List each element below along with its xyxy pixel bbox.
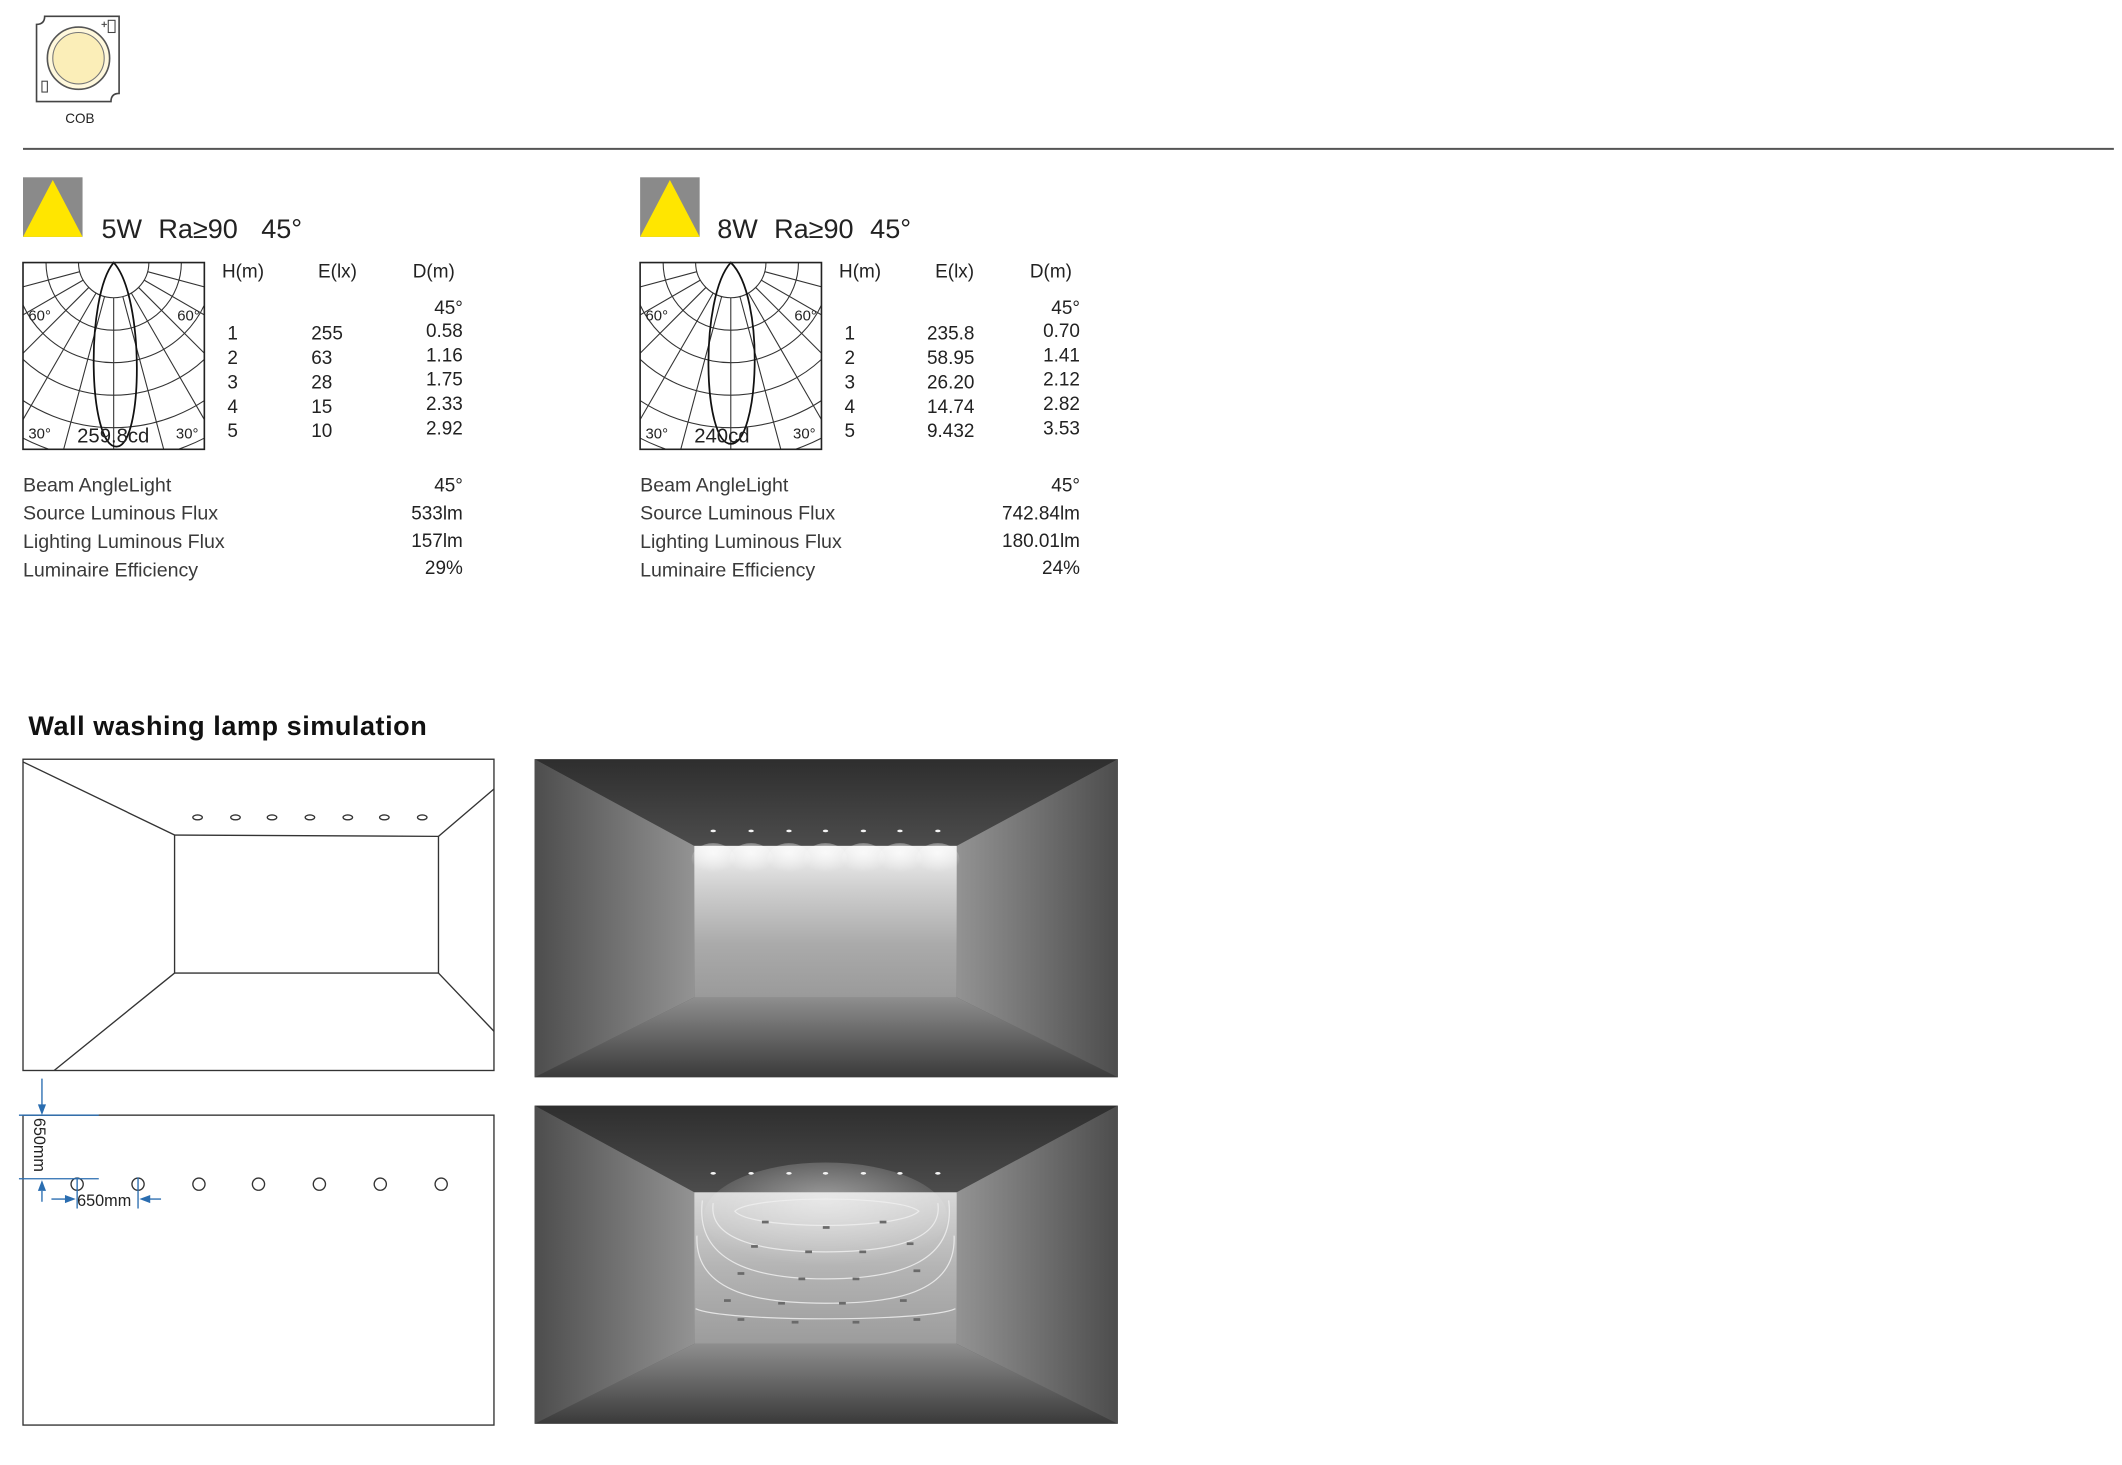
summary-value: 157lm: [411, 530, 463, 552]
downlight-outline: [193, 815, 202, 820]
back-wall-top-edge: [175, 835, 439, 836]
angle-label-upper-right: 60°: [794, 308, 817, 325]
table-cell-diameter: 3.53: [1043, 418, 1080, 440]
isolux-render: [535, 1106, 1118, 1424]
downlight-dot: [786, 1172, 791, 1175]
summary-value: 45°: [1051, 475, 1080, 497]
fixture-layout-plan: [19, 1079, 494, 1425]
plan-frame: [23, 1115, 494, 1425]
summary-value: 45°: [434, 475, 463, 497]
chip-label: COB: [65, 111, 95, 127]
table-cell-diameter: 2.82: [1043, 394, 1080, 416]
header-height: H(m): [839, 261, 882, 283]
table-cell-illuminance: 26.20: [927, 372, 975, 394]
drawing-frame: [23, 759, 494, 1070]
fixture-circle: [193, 1178, 205, 1190]
downlight-dot: [861, 830, 866, 833]
downlight-dot: [861, 1172, 866, 1175]
isolux-mark: [751, 1245, 758, 1248]
table-cell-illuminance: 14.74: [927, 396, 975, 418]
scallop-glow: [729, 843, 772, 875]
table-cell-diameter: 2.33: [425, 394, 463, 416]
wall-offset-dimension: [19, 1079, 99, 1202]
arrow-up-icon: [38, 1180, 46, 1191]
beam-angle-title: 45°: [870, 214, 912, 245]
downlight-dot: [897, 830, 902, 833]
arrow-right-icon: [65, 1195, 76, 1203]
floor-edge-left: [54, 973, 174, 1070]
fixture-positions: [71, 1178, 447, 1190]
isolux-mark: [792, 1321, 799, 1324]
angle-label-lower-left: 30°: [645, 426, 669, 443]
downlight-dot: [823, 1172, 828, 1175]
table-cell-diameter: 1.16: [425, 345, 463, 367]
isolux-mark: [805, 1250, 812, 1253]
isolux-mark: [880, 1221, 887, 1224]
color-rendering-index: Ra≥90: [774, 214, 854, 245]
summary-label: Source Luminous Flux: [640, 502, 836, 525]
table-cell-height: 5: [227, 421, 238, 443]
isolux-mark: [913, 1269, 920, 1272]
summary-value: 29%: [424, 557, 463, 579]
isolux-mark: [778, 1302, 785, 1305]
table-cell-height: 4: [227, 396, 238, 418]
spec-block-8w: [469, 65, 1080, 582]
table-cell-height: 2: [844, 348, 856, 370]
header-height: H(m): [221, 261, 265, 283]
fixture-circle: [313, 1178, 325, 1190]
table-cell-illuminance: 10: [311, 421, 333, 443]
spec-block-5w: [0, 65, 463, 582]
scallop-glow: [916, 843, 959, 875]
downlight-dot: [897, 1172, 902, 1175]
isolux-mark: [738, 1272, 745, 1275]
fixture-spacing-dimension: [51, 1177, 161, 1209]
table-cell-illuminance: 58.95: [927, 348, 975, 370]
table-cell-height: 5: [844, 421, 856, 443]
summary-value: 742.84lm: [1002, 503, 1080, 525]
summary-label: Luminaire Efficiency: [23, 559, 199, 582]
table-cell-height: 4: [844, 396, 856, 418]
downlight-dot: [710, 830, 715, 833]
downlight-dot: [935, 1172, 940, 1175]
polar-candela-diagram: [0, 65, 375, 533]
beam-angle-icon: [640, 177, 700, 237]
isolux-mark: [859, 1250, 866, 1253]
table-cell-diameter: 1.75: [425, 369, 463, 391]
isolux-mark: [823, 1226, 830, 1229]
downlight-outline: [267, 815, 276, 820]
downlight-outline: [343, 815, 352, 820]
isolux-mark: [724, 1299, 731, 1302]
illuminance-table: [839, 261, 1080, 442]
room-perspective-drawing: [23, 759, 494, 1070]
chip-phosphor: [53, 32, 104, 83]
header-illuminance: E(lx): [935, 261, 975, 283]
fixture-circle: [252, 1178, 264, 1190]
header-diameter: D(m): [412, 261, 455, 283]
isolux-mark: [839, 1302, 846, 1305]
summary-label: Lighting Luminous Flux: [23, 531, 225, 554]
beam-angle-title: 45°: [261, 214, 303, 245]
table-cell-height: 1: [844, 323, 856, 345]
angle-label-lower-left: 30°: [28, 426, 51, 443]
downlight-dot: [710, 1172, 715, 1175]
angle-label-lower-right: 30°: [175, 426, 199, 443]
downlight-outline: [231, 815, 240, 820]
illuminance-table: [222, 261, 463, 442]
power-rating: 8W: [717, 214, 758, 245]
table-cell-diameter: 2.12: [1043, 369, 1080, 391]
isolux-mark: [913, 1318, 920, 1321]
isolux-mark: [762, 1221, 769, 1224]
table-cell-height: 3: [227, 372, 238, 394]
scallop-glow: [804, 843, 847, 875]
downlight-outline: [305, 815, 314, 820]
table-beam-angle: 45°: [434, 297, 463, 319]
polar-grid: [469, 65, 992, 533]
scallop-glow: [692, 843, 735, 875]
table-cell-height: 2: [227, 348, 238, 370]
arrow-down-icon: [38, 1104, 46, 1115]
isolux-mark: [853, 1278, 860, 1281]
peak-intensity: 240cd: [694, 425, 750, 448]
fixture-circle: [374, 1178, 386, 1190]
isolux-mark: [798, 1278, 805, 1281]
table-cell-illuminance: 255: [311, 323, 343, 345]
isolux-mark: [907, 1242, 914, 1245]
angle-label-upper-left: 60°: [28, 308, 51, 325]
summary-label: Beam AngleLight: [23, 474, 172, 497]
downlight-dot: [823, 830, 828, 833]
floor-edge-right: [438, 973, 493, 1031]
back-wall-hotspot: [704, 1163, 948, 1271]
beam-angle-icon: [23, 177, 83, 237]
fixture-circle: [435, 1178, 447, 1190]
summary-label: Beam AngleLight: [640, 474, 789, 497]
summary-value: 180.01lm: [1002, 530, 1080, 552]
downlight-dot: [748, 830, 753, 833]
cob-chip-icon: [37, 16, 120, 101]
ceiling-edge-left: [23, 762, 175, 835]
polar-candela-diagram: [469, 65, 992, 533]
ceiling-edge-right: [438, 789, 493, 836]
isolux-mark: [900, 1299, 907, 1302]
summary-label: Lighting Luminous Flux: [640, 531, 842, 554]
table-cell-illuminance: 28: [311, 372, 333, 394]
fixture-spacing-label: 650mm: [77, 1191, 132, 1210]
photometric-summary: [640, 474, 1080, 581]
table-cell-illuminance: 63: [311, 348, 333, 370]
header-diameter: D(m): [1029, 261, 1072, 283]
summary-value: 533lm: [411, 503, 463, 525]
downlight-row: [193, 815, 427, 820]
table-cell-illuminance: 15: [311, 396, 333, 418]
peak-intensity: 259.8cd: [77, 425, 150, 448]
angle-label-upper-left: 60°: [645, 308, 669, 325]
table-cell-height: 1: [227, 323, 238, 345]
summary-label: Luminaire Efficiency: [640, 559, 816, 582]
table-cell-diameter: 2.92: [425, 418, 463, 440]
table-cell-diameter: 0.70: [1043, 320, 1080, 342]
angle-label-lower-right: 30°: [793, 426, 816, 443]
table-cell-diameter: 0.58: [425, 320, 463, 342]
color-rendering-index: Ra≥90: [158, 214, 238, 245]
table-cell-illuminance: 9.432: [927, 421, 975, 443]
simulation-heading: Wall washing lamp simulation: [28, 710, 428, 741]
summary-value: 24%: [1042, 557, 1080, 579]
downlight-dot: [786, 830, 791, 833]
scallop-glow: [878, 843, 921, 875]
isolux-mark: [738, 1318, 745, 1321]
wall-offset-label: 650mm: [29, 1117, 48, 1172]
table-cell-diameter: 1.41: [1043, 345, 1080, 367]
header-illuminance: E(lx): [318, 261, 357, 283]
downlight-outline: [380, 815, 389, 820]
downlight-dot: [748, 1172, 753, 1175]
downlight-outline: [417, 815, 426, 820]
table-cell-illuminance: 235.8: [927, 323, 975, 345]
wall-wash-render: [535, 759, 1118, 1077]
power-rating: 5W: [101, 214, 143, 245]
angle-label-upper-right: 60°: [177, 308, 200, 325]
isolux-mark: [853, 1321, 860, 1324]
table-cell-height: 3: [844, 372, 856, 394]
photometric-summary: [23, 474, 463, 581]
summary-label: Source Luminous Flux: [23, 502, 219, 525]
downlight-dot: [935, 830, 940, 833]
table-beam-angle: 45°: [1051, 297, 1080, 319]
